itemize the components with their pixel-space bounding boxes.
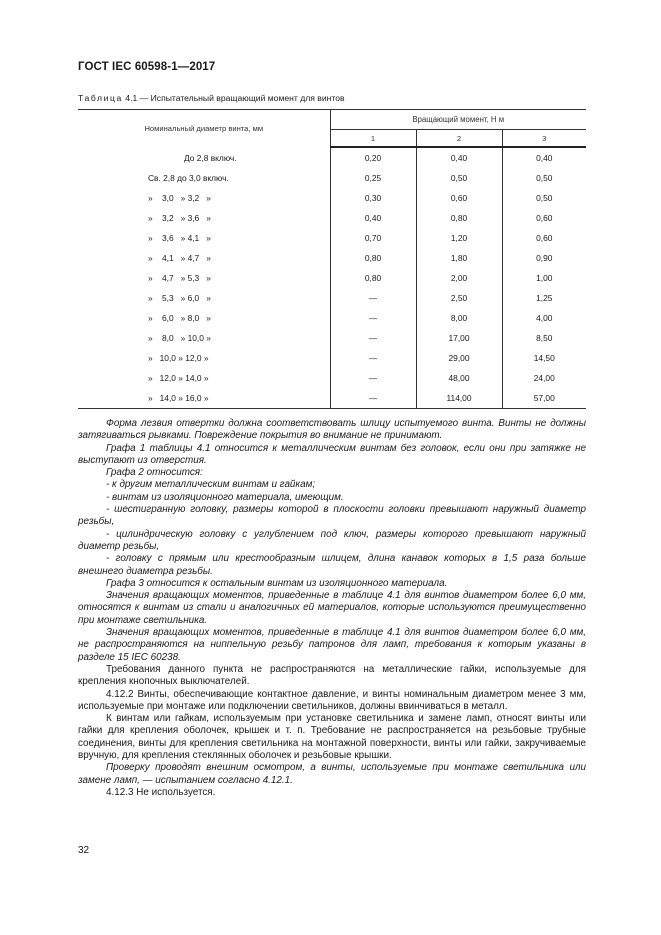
value-label: 0,40 bbox=[536, 153, 553, 163]
table-row bbox=[78, 368, 586, 388]
cell-diameter bbox=[78, 248, 330, 268]
size-label: » 4,1 » 4,7 » bbox=[148, 253, 211, 263]
paragraph: Проверку проводят внешним осмотром, а винты, используемые при монтаже светильника или замене ламп, — испытанием согласно 4.12.1. bbox=[78, 762, 586, 786]
value-label: — bbox=[368, 333, 378, 343]
value-label: 0,80 bbox=[450, 213, 468, 223]
cell-v3 bbox=[502, 368, 586, 388]
cell-v2 bbox=[416, 288, 502, 308]
cell-v2 bbox=[416, 368, 502, 388]
cell-v3 bbox=[502, 248, 586, 268]
cell-v2 bbox=[416, 248, 502, 268]
value-label: 0,20 bbox=[364, 153, 382, 163]
cell-v2 bbox=[416, 208, 502, 228]
cell-v1 bbox=[330, 248, 416, 268]
value-label: — bbox=[368, 293, 378, 303]
cell-v2 bbox=[416, 348, 502, 368]
table-row bbox=[78, 348, 586, 368]
size-label: » 3,6 » 4,1 » bbox=[148, 233, 211, 243]
cell-diameter bbox=[78, 348, 330, 368]
cell-v1 bbox=[330, 188, 416, 208]
cell-v3 bbox=[502, 268, 586, 288]
paragraph: Требования данного пункта не распространяются на металлические гайки, используемые для крепления кнопочных выключателей. bbox=[78, 663, 586, 688]
cell-diameter bbox=[78, 168, 330, 188]
header-moment: Вращающий момент, Н м bbox=[330, 110, 586, 130]
cell-v1 bbox=[330, 348, 416, 368]
value-label: 0,70 bbox=[364, 233, 382, 243]
cell-v1 bbox=[330, 147, 416, 168]
table-row bbox=[78, 308, 586, 328]
torque-table bbox=[78, 109, 586, 409]
cell-v1 bbox=[330, 268, 416, 288]
table-caption-label: Таблица bbox=[78, 93, 123, 103]
cell-v2 bbox=[416, 388, 502, 409]
cell-v3 bbox=[502, 328, 586, 348]
paragraph: Графа 1 таблицы 4.1 относится к металлическим винтам без головок, если они при затяжке не выступают из отверстия. bbox=[78, 442, 586, 466]
cell-v2 bbox=[416, 328, 502, 348]
table-row bbox=[78, 268, 586, 288]
cell-v1 bbox=[330, 368, 416, 388]
cell-v1 bbox=[330, 168, 416, 188]
value-label: 0,90 bbox=[536, 253, 553, 263]
table-row bbox=[78, 248, 586, 268]
list-item: - цилиндрическую головку с углублением под ключ, размеры которого превышают наружный диаметр резьбы, bbox=[78, 528, 586, 552]
cell-v1 bbox=[330, 288, 416, 308]
cell-diameter bbox=[78, 388, 330, 409]
header-col-1: 1 bbox=[330, 130, 416, 148]
table-row bbox=[78, 188, 586, 208]
paragraph: 4.12.3 Не используется. bbox=[106, 786, 216, 798]
value-label: 1,00 bbox=[536, 273, 553, 283]
list-item: - головку с прямым или крестообразным шлицем, длина канавок которых в 1,5 раза больше внешнего диаметра резьбы. bbox=[78, 553, 586, 577]
document-header: ГОСТ IEC 60598-1—2017 bbox=[78, 61, 216, 73]
paragraph: Графа 3 относится к остальным винтам из изоляционного материала. bbox=[106, 577, 448, 589]
cell-v3 bbox=[502, 228, 586, 248]
value-label: 8,50 bbox=[536, 333, 553, 343]
paragraph: Графа 2 относится: bbox=[106, 467, 203, 479]
table-row bbox=[78, 208, 586, 228]
paragraph: Значения вращающих моментов, приведенные в таблице 4.1 для винтов диаметром более 6,0 мм, относятся к винтам из стали и аналогичных ей материалов, которые используются преимущественно при монтаже светильника. bbox=[78, 590, 586, 626]
cell-diameter bbox=[78, 328, 330, 348]
cell-v1 bbox=[330, 208, 416, 228]
size-label: » 3,2 » 3,6 » bbox=[148, 213, 211, 223]
value-label: — bbox=[368, 393, 378, 403]
cell-v3 bbox=[502, 308, 586, 328]
size-label: » 5,3 » 6,0 » bbox=[148, 293, 211, 303]
value-label: — bbox=[368, 373, 378, 383]
value-label: 0,60 bbox=[536, 233, 553, 243]
size-label: » 14,0 » 16,0 » bbox=[148, 393, 209, 403]
table-row bbox=[78, 288, 586, 308]
cell-diameter bbox=[78, 268, 330, 288]
value-label: 0,50 bbox=[536, 173, 553, 183]
cell-v2 bbox=[416, 268, 502, 288]
paragraph: К винтам или гайкам, используемым при установке светильника и замене ламп, относят винты или гайки для крепления оболочек, крышек и т. п. Требование не распространяется на резьбовые трубные соединения, винты для крепления светильника на монтажной поверхности, винты или гайки, закручиваемые вручную, для крепления стеклянных оболочек и резьбовые крышки. bbox=[78, 713, 586, 762]
value-label: — bbox=[368, 353, 378, 363]
size-label: » 3,0 » 3,2 » bbox=[148, 193, 211, 203]
cell-v2 bbox=[416, 188, 502, 208]
value-label: 2,00 bbox=[450, 273, 468, 283]
header-col-3: 3 bbox=[502, 130, 586, 148]
value-label: 0,40 bbox=[450, 153, 468, 163]
cell-v2 bbox=[416, 228, 502, 248]
cell-v1 bbox=[330, 228, 416, 248]
cell-diameter bbox=[78, 208, 330, 228]
size-label: » 8,0 » 10,0 » bbox=[148, 333, 211, 343]
cell-v1 bbox=[330, 308, 416, 328]
value-label: 0,80 bbox=[364, 273, 382, 283]
value-label: 8,00 bbox=[450, 313, 468, 323]
cell-v3 bbox=[502, 168, 586, 188]
cell-diameter bbox=[78, 368, 330, 388]
value-label: 0,60 bbox=[536, 213, 553, 223]
header-col-2: 2 bbox=[416, 130, 502, 148]
table-caption bbox=[78, 93, 345, 103]
value-label: 57,00 bbox=[533, 393, 555, 403]
table-row bbox=[78, 388, 586, 409]
table-row bbox=[78, 147, 586, 168]
value-label: 0,30 bbox=[364, 193, 382, 203]
paragraph: Форма лезвия отвертки должна соответствовать шлицу испытуемого винта. Винты не должны затягиваться рывками. Повреждение покрытия во внимание не принимают. bbox=[78, 418, 586, 442]
list-item: - шестигранную головку, размеры которой в плоскости головки превышают наружный диаметр резьбы, bbox=[78, 504, 586, 528]
table-row bbox=[78, 328, 586, 348]
list-item: - винтам из изоляционного материала, имеющим. bbox=[106, 491, 344, 503]
page-number: 32 bbox=[78, 845, 90, 856]
size-label: Св. 2,8 до 3,0 включ. bbox=[148, 173, 229, 183]
size-label: До 2,8 включ. bbox=[184, 152, 237, 163]
cell-v1 bbox=[330, 388, 416, 409]
cell-v3 bbox=[502, 147, 586, 168]
cell-diameter bbox=[78, 147, 330, 168]
table-row bbox=[78, 228, 586, 248]
cell-diameter bbox=[78, 188, 330, 208]
value-label: 1,25 bbox=[536, 293, 553, 303]
paragraph: Значения вращающих моментов, приведенные в таблице 4.1 для винтов диаметром более 6,0 мм, не распространяются на ниппельную резьбу патронов для ламп, требования к которым указаны в разделе 15 IEC 60238. bbox=[78, 627, 586, 663]
table-caption-text: 4.1 — Испытательный вращающий момент для винтов bbox=[122, 93, 345, 103]
size-label: » 4,7 » 5,3 » bbox=[148, 273, 211, 283]
value-label: 17,00 bbox=[448, 333, 470, 343]
list-item: - к другим металлическим винтам и гайкам; bbox=[106, 479, 316, 491]
cell-v2 bbox=[416, 308, 502, 328]
cell-v3 bbox=[502, 208, 586, 228]
value-label: 1,80 bbox=[450, 253, 468, 263]
cell-diameter bbox=[78, 308, 330, 328]
size-label: » 6,0 » 8,0 » bbox=[148, 313, 211, 323]
value-label: 4,00 bbox=[536, 313, 553, 323]
value-label: 0,50 bbox=[536, 193, 553, 203]
value-label: — bbox=[368, 313, 378, 323]
size-label: » 10,0 » 12,0 » bbox=[148, 353, 209, 363]
cell-v2 bbox=[416, 168, 502, 188]
cell-diameter bbox=[78, 228, 330, 248]
value-label: 48,00 bbox=[448, 373, 470, 383]
value-label: 0,80 bbox=[364, 253, 382, 263]
cell-v3 bbox=[502, 388, 586, 409]
value-label: 2,50 bbox=[450, 293, 468, 303]
header-diameter: Номинальный диаметр винта, мм bbox=[78, 110, 330, 148]
value-label: 114,00 bbox=[446, 393, 472, 403]
cell-diameter bbox=[78, 288, 330, 308]
paragraph: 4.12.2 Винты, обеспечивающие контактное давление, и винты номинальным диаметром менее 3 мм, используемые при монтаже или подключении светильников, должны ввинчиваться в металл. bbox=[78, 688, 586, 712]
cell-v2 bbox=[416, 147, 502, 168]
value-label: 0,50 bbox=[450, 173, 468, 183]
table-row bbox=[78, 168, 586, 188]
cell-v1 bbox=[330, 328, 416, 348]
value-label: 0,60 bbox=[450, 193, 468, 203]
value-label: 24,00 bbox=[533, 373, 555, 383]
cell-v3 bbox=[502, 188, 586, 208]
size-label: » 12,0 » 14,0 » bbox=[148, 373, 209, 383]
cell-v3 bbox=[502, 348, 586, 368]
value-label: 0,25 bbox=[364, 173, 382, 183]
value-label: 1,20 bbox=[450, 233, 468, 243]
value-label: 29,00 bbox=[448, 353, 470, 363]
value-label: 0,40 bbox=[364, 213, 382, 223]
value-label: 14,50 bbox=[533, 353, 555, 363]
cell-v3 bbox=[502, 288, 586, 308]
body-text bbox=[78, 418, 586, 799]
